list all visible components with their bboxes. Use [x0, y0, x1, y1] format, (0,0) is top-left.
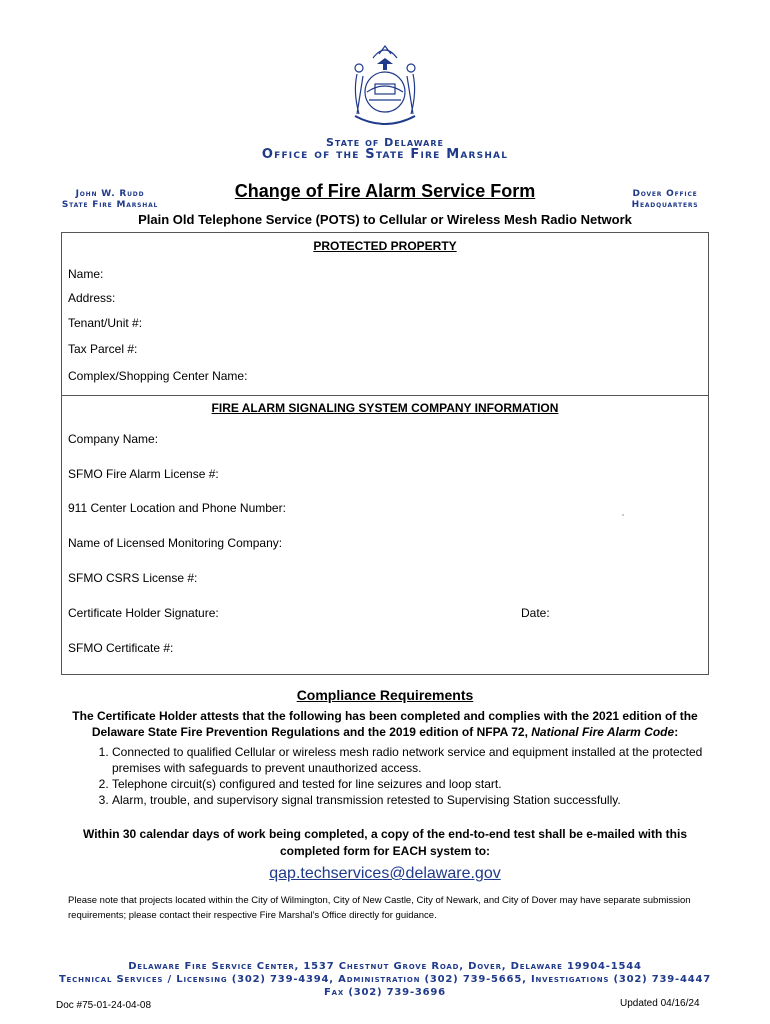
- stray-mark: [622, 514, 624, 516]
- company-name-field[interactable]: Company Name:: [68, 432, 159, 446]
- jurisdiction-note: Please note that projects located within the City of Wilmington, City of New Castle, City of Newark, and City of Dover may have separate submission requirements; please contact their respective Fire Marshal’s Office directly for guidance.: [68, 895, 691, 921]
- office-location-line2: Headquarters: [631, 200, 699, 210]
- attestation-code-name: National Fire Alarm Code: [531, 725, 675, 739]
- list-item: 3. Alarm, trouble, and supervisory signal transmission retested to Supervising Station successfully.: [112, 792, 732, 808]
- document-number: Doc #75-01-24-04-08: [56, 1000, 152, 1011]
- attestation-end: :: [674, 725, 679, 739]
- office-location-line1: Dover Office: [632, 189, 698, 199]
- property-tax-parcel-field[interactable]: Tax Parcel #:: [68, 342, 138, 356]
- marshal-name: John W. Rudd: [75, 189, 145, 199]
- form-title: Change of Fire Alarm Service Form: [234, 181, 536, 201]
- property-complex-name-field[interactable]: Complex/Shopping Center Name:: [68, 369, 248, 383]
- compliance-heading: Compliance Requirements: [296, 687, 474, 703]
- footer-address: Delaware Fire Service Center, 1537 Chestnut Grove Road, Dover, Delaware 19904-1544: [128, 961, 642, 972]
- attestation-text: [70, 708, 700, 740]
- state-name: State of Delaware: [326, 136, 444, 149]
- property-tenant-unit-field[interactable]: Tenant/Unit #:: [68, 316, 143, 330]
- delaware-state-seal: [343, 40, 427, 132]
- property-address-field[interactable]: Address:: [68, 291, 116, 305]
- marshal-title: State Fire Marshal: [61, 200, 159, 210]
- submission-instructions: Within 30 calendar days of work being completed, a copy of the end-to-end test shall be e-mailed with this completed form for EACH system to:: [83, 827, 687, 858]
- protected-property-heading: PROTECTED PROPERTY: [313, 239, 457, 253]
- compliance-list: [86, 744, 732, 808]
- company-info-heading: FIRE ALARM SIGNALING SYSTEM COMPANY INFORMATION: [211, 401, 559, 415]
- attestation-part1: The Certificate Holder attests that the following has been completed and complies with the 2021 edition of the Delaware State Fire Prevention Regulations and the 2019 edition of NFPA 72,: [72, 709, 698, 739]
- csrs-license-field[interactable]: SFMO CSRS License #:: [68, 571, 198, 585]
- list-item: 2. Telephone circuit(s) configured and tested for line seizures and loop start.: [112, 776, 732, 792]
- footer-phone-numbers: Technical Services / Licensing (302) 739-4394, Administration (302) 739-5665, Investigations (302) 739-4447: [58, 974, 712, 985]
- company-info-section: [61, 396, 709, 675]
- fire-alarm-license-field[interactable]: SFMO Fire Alarm License #:: [68, 467, 219, 481]
- form-subtitle: Plain Old Telephone Service (POTS) to Cellular or Wireless Mesh Radio Network: [138, 212, 632, 227]
- email-link[interactable]: qap.techservices@delaware.gov: [269, 865, 501, 882]
- list-item: 1. Connected to qualified Cellular or wireless mesh radio network service and equipment installed at the protected premises with safeguards to prevent unauthorized access.: [112, 744, 732, 776]
- footer-fax: Fax (302) 739-3696: [324, 987, 446, 998]
- updated-date: Updated 04/16/24: [620, 998, 700, 1009]
- certificate-holder-signature-field[interactable]: Certificate Holder Signature:: [68, 606, 219, 620]
- monitoring-company-field[interactable]: Name of Licensed Monitoring Company:: [68, 536, 283, 550]
- date-field[interactable]: Date:: [521, 606, 550, 620]
- property-name-field[interactable]: Name:: [68, 267, 104, 281]
- 911-center-field[interactable]: 911 Center Location and Phone Number:: [68, 501, 286, 515]
- protected-property-section: [61, 232, 709, 396]
- office-name: Office of the State Fire Marshal: [261, 147, 509, 162]
- sfmo-certificate-field[interactable]: SFMO Certificate #:: [68, 641, 174, 655]
